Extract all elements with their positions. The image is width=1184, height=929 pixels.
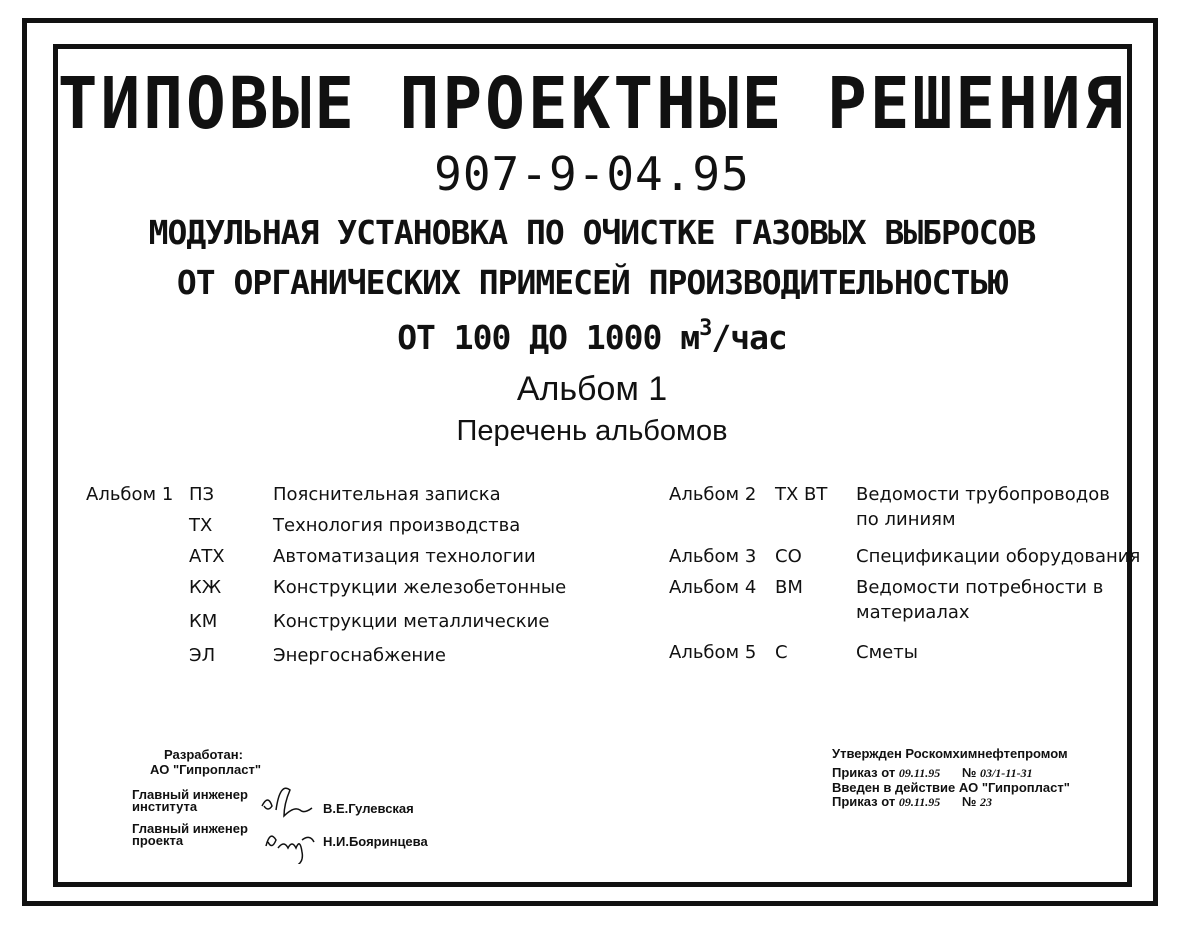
list-item-code: ПЗ [189,484,215,505]
list-item-code: С [775,642,788,663]
right-album-label: Альбом 5 [669,642,757,663]
list-item-name: Автоматизация технологии [273,546,536,567]
left-album-label: Альбом 1 [86,484,174,505]
list-item-name: Спецификации оборудования [856,546,1141,567]
order-2-number-label: № [961,794,977,809]
order-2-number: 23 [979,795,992,809]
order-1-label: Приказ от [832,765,896,780]
person-1-name: В.Е.Гулевская [323,801,414,816]
list-item-name: Ведомости потребности в [856,577,1104,598]
approval-line-3: Введен в действие АО "Гипропласт" [832,780,1070,795]
list-item-name: Ведомости трубопроводов [856,484,1110,505]
list-item-name: Технология производства [273,515,521,536]
order-1-date: 09.11.95 [898,766,941,780]
role-1-line-2: института [132,799,198,814]
album-list-title: Перечень альбомов [456,415,728,447]
list-item-code: ВМ [775,577,803,598]
role-1-line-1: Главный инженер [132,787,248,802]
role-2 [132,823,248,847]
signature-2 [262,824,322,864]
role-2-line-1: Главный инженер [132,821,248,836]
list-item-name-continued: материалах [856,602,970,623]
right-album-label: Альбом 4 [669,577,757,598]
list-item-name: Сметы [856,642,918,663]
order-2-label: Приказ от [832,794,896,809]
list-item-name: Энергоснабжение [273,645,446,666]
role-1 [132,789,248,813]
right-album-label: Альбом 2 [669,484,757,505]
list-item-code: АТХ [189,546,225,567]
signature-1 [258,780,328,824]
order-1-number: 03/1-11-31 [979,766,1033,780]
order-2-date: 09.11.95 [898,795,941,809]
order-2 [832,794,992,810]
main-title: ТИПОВЫЕ ПРОЕКТНЫЕ РЕШЕНИЯ [57,61,1127,146]
list-item-code: ЭЛ [189,645,216,666]
capacity-text: ОТ 100 ДО 1000 м [397,318,700,357]
list-item-code: ТХ [189,515,213,536]
list-item-code: КМ [189,611,218,632]
capacity-unit: /час [711,318,787,357]
order-1 [832,765,1033,781]
subtitle-line-3 [0,309,1184,358]
album-title: Альбом 1 [516,370,668,408]
list-item-name: Конструкции железобетонные [273,577,567,598]
order-1-number-label: № [961,765,977,780]
list-item-name: Конструкции металлические [273,611,550,632]
list-item-code: ТХ ВТ [775,484,828,505]
list-item-code: СО [775,546,802,567]
person-2-name: Н.И.Бояринцева [323,834,428,849]
developer-label: Разработан: [164,747,243,762]
subtitle-line-2: ОТ ОРГАНИЧЕСКИХ ПРИМЕСЕЙ ПРОИЗВОДИТЕЛЬНОСТЬЮ [176,263,1008,302]
list-item-name: Пояснительная записка [273,484,501,505]
project-code: 907-9-04.95 [434,147,750,201]
approval-line-1: Утвержден Роскомхимнефтепромом [832,746,1068,761]
developer-org: АО "Гипропласт" [150,762,261,777]
unit-superscript: 3 [699,316,712,341]
subtitle-line-1: МОДУЛЬНАЯ УСТАНОВКА ПО ОЧИСТКЕ ГАЗОВЫХ ВЫБРОСОВ [148,213,1036,252]
list-item-code: КЖ [189,577,222,598]
role-2-line-2: проекта [132,833,184,848]
list-item-name-continued: по линиям [856,509,956,530]
right-album-label: Альбом 3 [669,546,757,567]
